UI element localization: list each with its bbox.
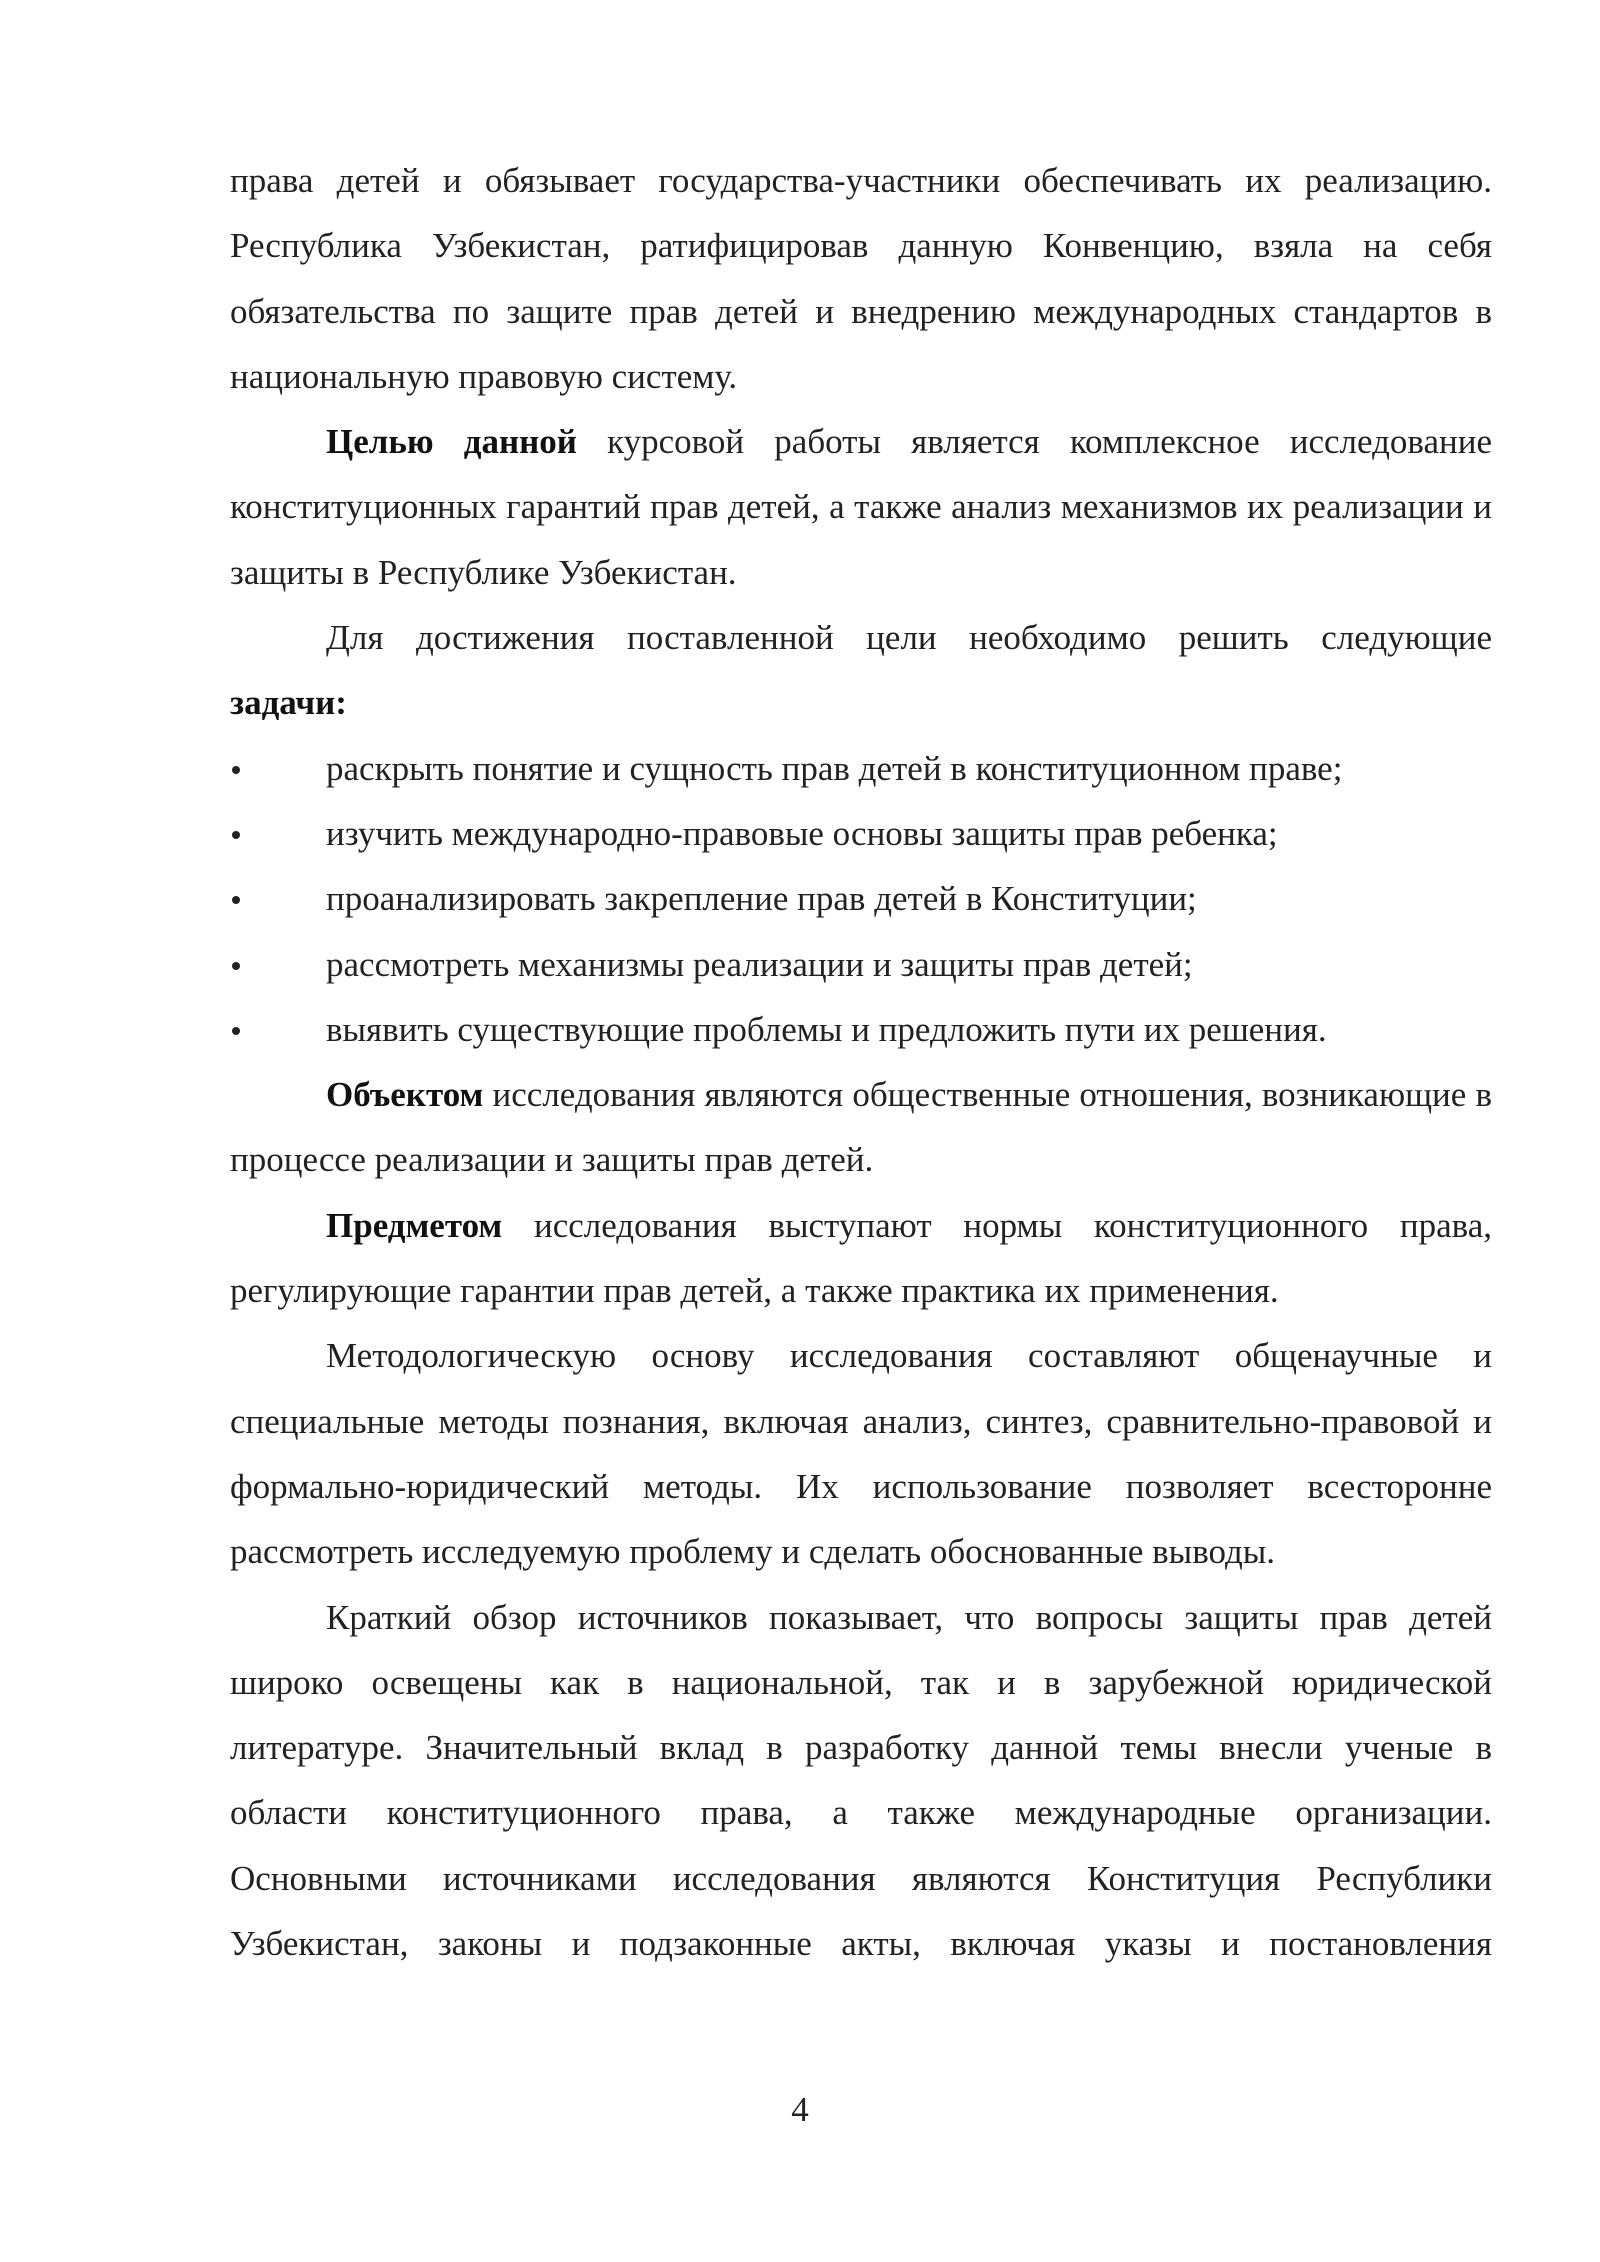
paragraph-methodology: Методологическую основу исследования составляют общенаучные и специальные методы познания, включая анализ, синтез, сравнительно-правовой и формально-юридический методы. Их использование позволяет всесторонне рассмотреть исследуемую проблему и сделать обоснованные выводы. — [230, 1336, 1492, 1572]
object-label: Объектом — [326, 1075, 484, 1115]
tasks-list — [230, 736, 1492, 1062]
paragraph-sources-review: Краткий обзор источников показывает, что вопросы защиты прав детей широко освещены как в национальной, так и в зарубежной юридической литературе. Значительный вклад в разработку данной темы внесли ученые в области конституционного права, а также международные организации. Основными источниками исследования являются Конституция Республики Узбекистан, законы и подзаконные акты, включая указы и постановления — [230, 1597, 1492, 1964]
task-text: проанализировать закрепление прав детей в Конституции; — [326, 879, 1197, 919]
subject-text: исследования выступают нормы конституционного права, регулирующие гарантии прав детей, а также практика их применения. — [230, 1205, 1492, 1311]
list-item — [230, 932, 1492, 997]
goal-text: курсовой работы является комплексное исследование конституционных гарантий прав детей, а также анализ механизмов их реализации и защиты в Республике Узбекистан. — [230, 422, 1492, 592]
task-text: изучить международно-правовые основы защиты прав ребенка; — [326, 813, 1278, 853]
paragraph-subject — [230, 1193, 1492, 1324]
goal-label: Целью данной — [326, 422, 577, 462]
task-text: рассмотреть механизмы реализации и защиты прав детей; — [326, 944, 1193, 984]
paragraph-tasks-intro: Для достижения поставленной цели необходимо решить следующие — [326, 618, 1492, 658]
document-body — [230, 148, 1492, 1976]
page-number: 4 — [791, 2090, 809, 2129]
object-text: исследования являются общественные отношения, возникающие в процессе реализации и защиты прав детей. — [230, 1075, 1492, 1180]
subject-label: Предметом — [326, 1205, 503, 1245]
paragraph-object — [230, 1062, 1492, 1193]
list-item — [230, 736, 1492, 801]
tasks-label: задачи: — [230, 683, 347, 723]
list-item — [230, 997, 1492, 1062]
paragraph-intro-continuation: права детей и обязывает государства-участники обеспечивать их реализацию. Республика Узбекистан, ратифицировав данную Конвенцию, взяла на себя обязательства по защите прав детей и внедрению международных стандартов в национальную правовую систему. — [230, 161, 1492, 396]
paragraph-goal — [230, 409, 1492, 605]
task-text: раскрыть понятие и сущность прав детей в конституционном праве; — [326, 748, 1343, 788]
list-item — [230, 866, 1492, 931]
task-text: выявить существующие проблемы и предложить пути их решения. — [326, 1009, 1327, 1049]
list-item — [230, 801, 1492, 866]
